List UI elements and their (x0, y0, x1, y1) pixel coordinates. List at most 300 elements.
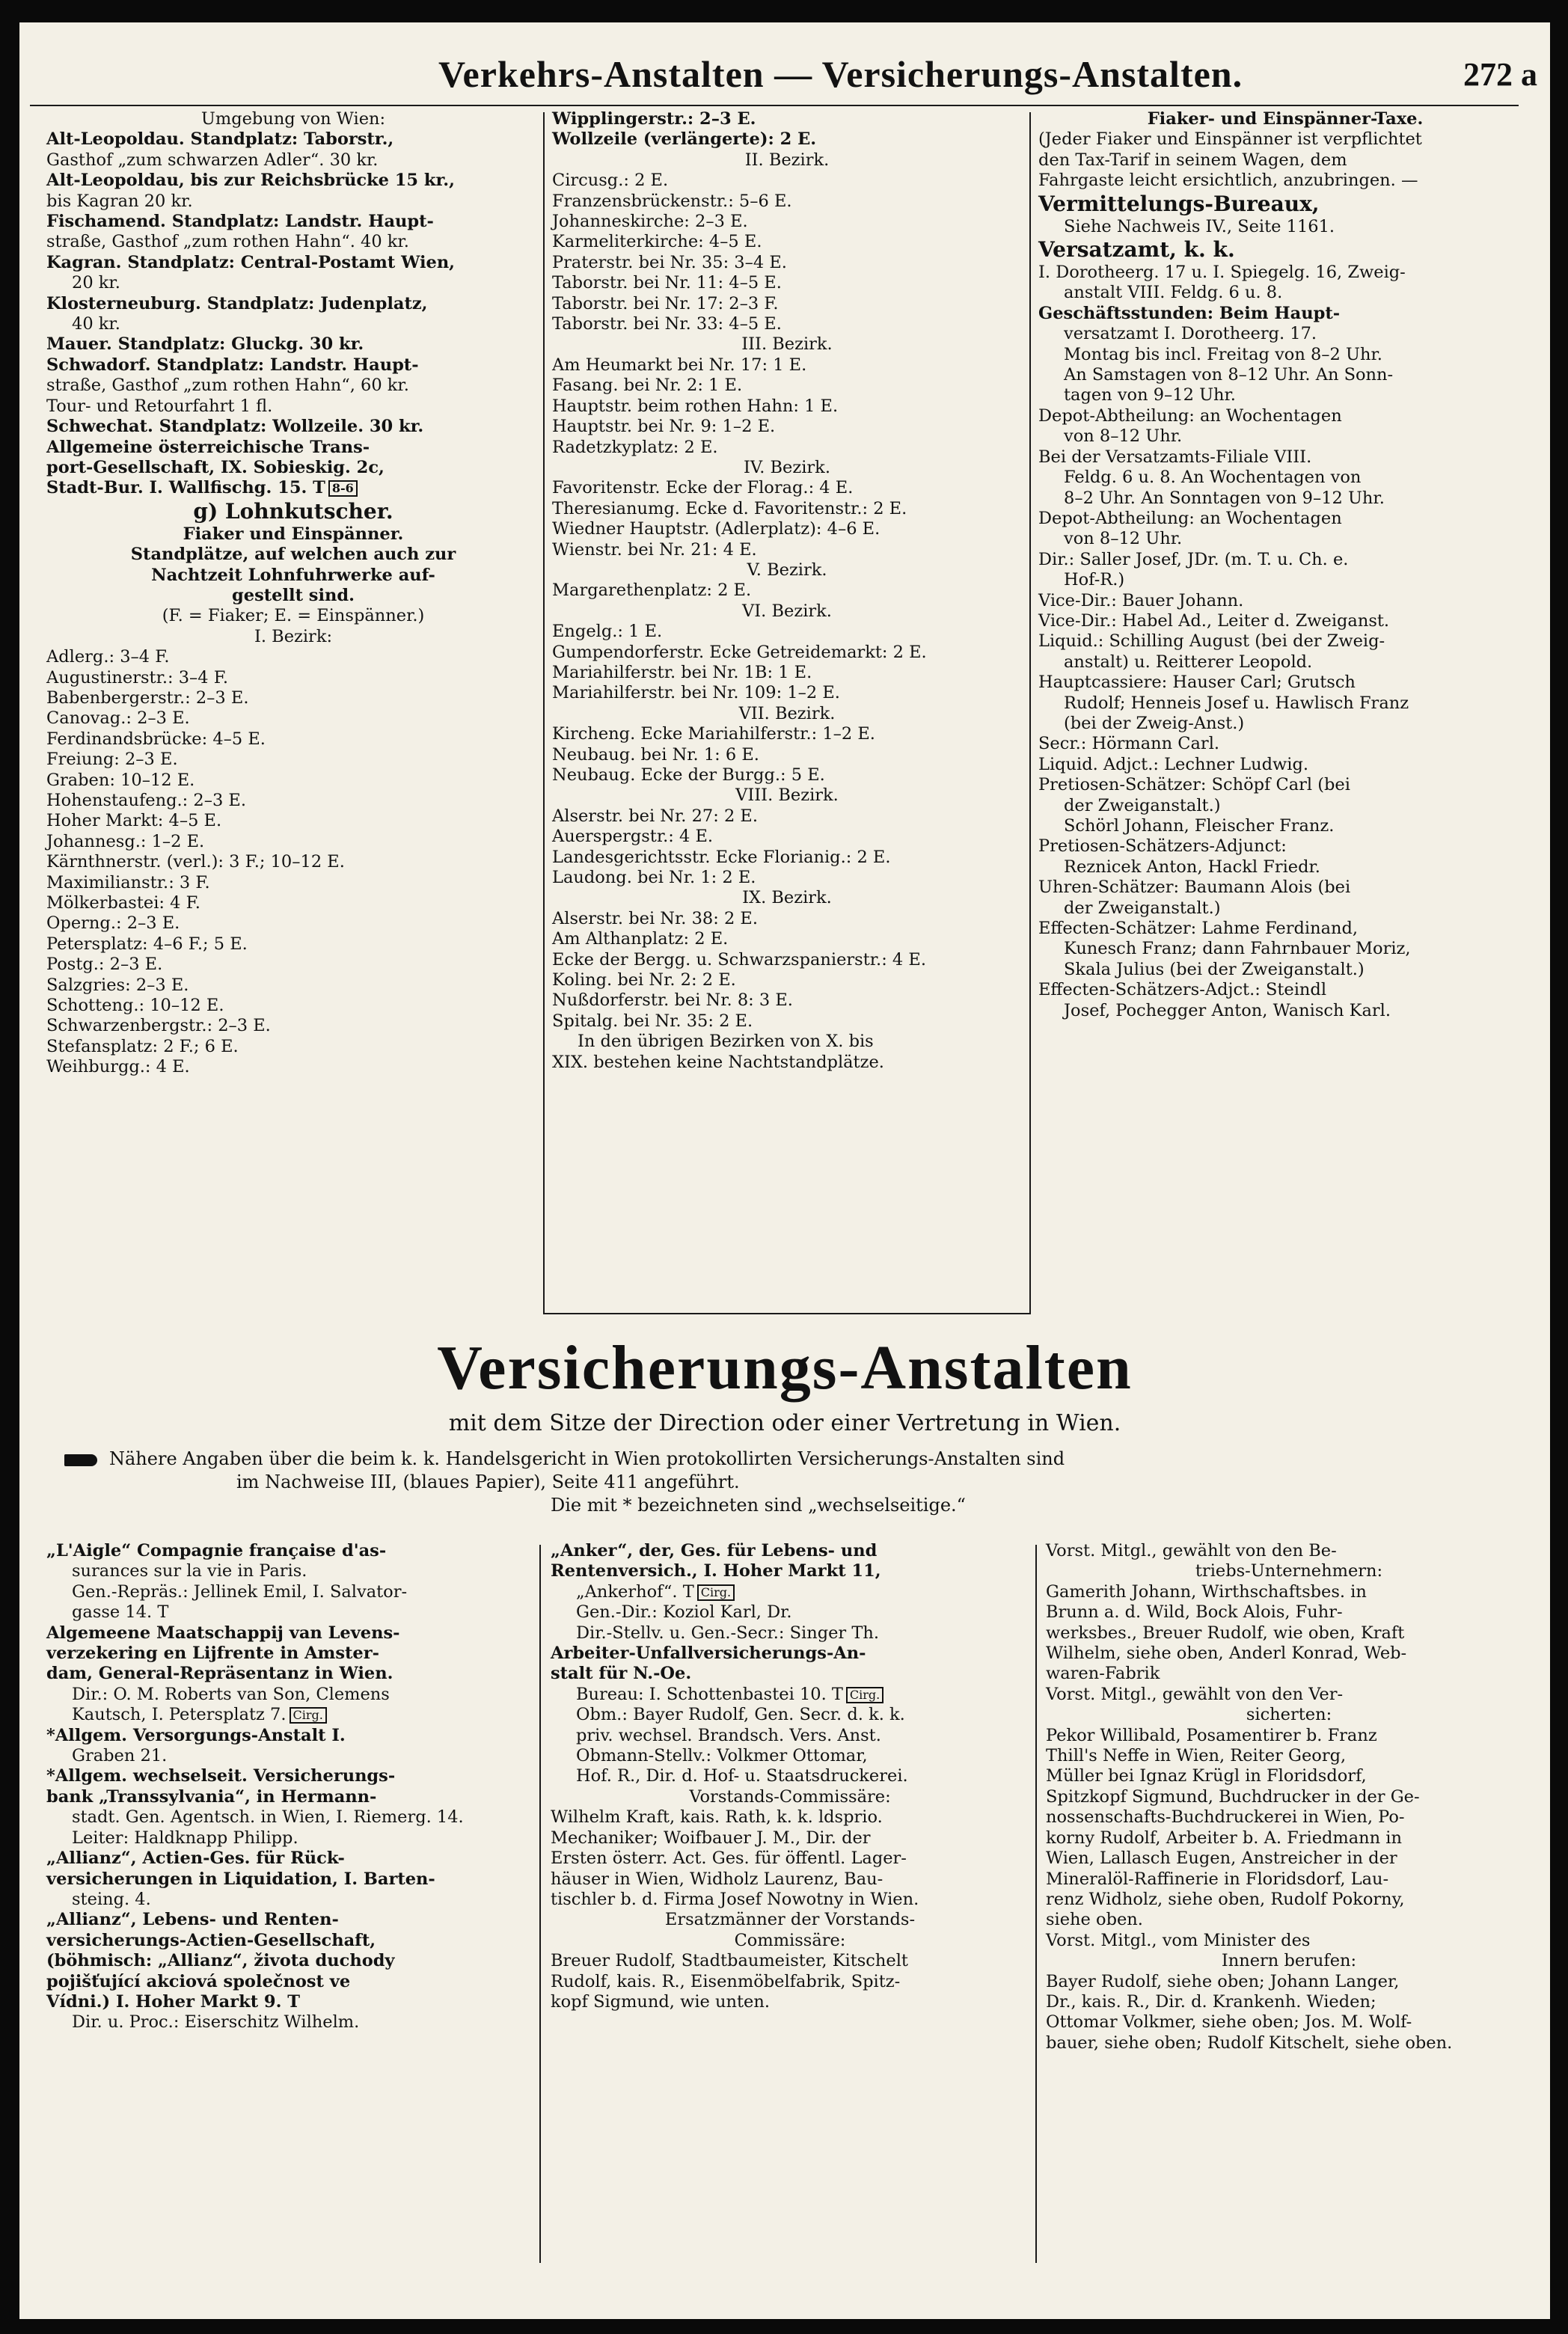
col1-line (46, 273, 540, 293)
notice-line: Nähere Angaben über die beim k. k. Handelsgericht in Wien protokollirten Versicherungs-Anstalten sind (109, 1448, 1065, 1469)
header-title: Verkehrs-Anstalten — Versicherungs-Anstalten. (438, 53, 1243, 95)
col6-line (1046, 1890, 1532, 1910)
line-text: II. Bezirk. (744, 150, 830, 170)
line-text: Taborstr. bei Nr. 33: 4–5 E. (552, 314, 782, 334)
line-text: Fiaker- und Einspänner-Taxe. (1147, 109, 1424, 129)
col3-line (1038, 447, 1532, 468)
line-text: Pekor Willibald, Posamentirer b. Franz (1046, 1725, 1377, 1745)
line-text: V. Bezirk. (747, 560, 827, 580)
col2-line (552, 499, 1022, 519)
line-text: Vermittelungs-Bureaux, (1038, 191, 1320, 216)
col1-line (46, 212, 540, 232)
line-text: Rudolf, kais. R., Eisenmöbelfabrik, Spitz- (551, 1971, 901, 1991)
col6-line (1046, 2033, 1532, 2053)
line-text: IV. Bezirk. (744, 457, 830, 477)
col1-line (46, 1016, 540, 1036)
line-text: Schörl Johann, Fleischer Franz. (1064, 816, 1335, 836)
line-text: Ecke der Bergg. u. Schwarzspanierstr.: 4 E. (552, 949, 926, 970)
line-text: 40 kr. (72, 314, 120, 334)
line-text: Wollzeile (verlängerte): 2 E. (552, 129, 817, 150)
line-text: Freiung: 2–3 E. (46, 750, 178, 770)
line-text: 8–2 Uhr. An Sonntagen von 9–12 Uhr. (1064, 488, 1385, 508)
col5-line (551, 1807, 1029, 1828)
col6-line (1046, 1685, 1532, 1705)
col2-line (552, 232, 1022, 252)
col1-line (46, 171, 540, 191)
line-text: An Samstagen von 8–12 Uhr. An Sonn- (1064, 365, 1394, 385)
col3-line (1038, 836, 1532, 857)
line-text: Secr.: Hörmann Carl. (1038, 734, 1220, 754)
col6-line (1046, 1541, 1532, 1561)
line-text: Commissäre: (734, 1930, 846, 1950)
col6-line (1046, 1664, 1532, 1684)
col4-line (46, 1602, 533, 1623)
line-text: der Zweiganstalt.) (1064, 795, 1221, 815)
line-text: kopf Sigmund, wie unten. (551, 1991, 771, 2012)
line-text: Obm.: Bayer Rudolf, Gen. Secr. d. k. k. (576, 1705, 905, 1725)
col2-line (552, 417, 1022, 437)
col5-line (551, 1848, 1029, 1869)
line-text: Reznicek Anton, Hackl Friedr. (1064, 857, 1320, 877)
line-text: Salzgries: 2–3 E. (46, 975, 189, 995)
line-text: Ersten österr. Act. Ges. für öffentl. Lager- (551, 1848, 907, 1869)
line-text: Schotteng.: 10–12 E. (46, 996, 224, 1016)
col2-line (552, 806, 1022, 827)
line-text: Feldg. 6 u. 8. An Wochentagen von (1064, 468, 1362, 488)
col6-line (1046, 1787, 1532, 1807)
col1-line (46, 545, 540, 565)
col6-line (1046, 1951, 1532, 1971)
section-title: Versicherungs-Anstalten (437, 1333, 1133, 1403)
line-text: Uhren-Schätzer: Baumann Alois (bei (1038, 877, 1351, 898)
line-text: Weihburgg.: 4 E. (46, 1057, 190, 1077)
line-text: Mauer. Standplatz: Gluckg. 30 kr. (46, 334, 364, 355)
col2-line (552, 868, 1022, 888)
line-text: Rudolf; Henneis Josef u. Hawlisch Franz (1064, 693, 1409, 713)
column-lohnkutscher (46, 109, 540, 1078)
col4-line (46, 1972, 533, 1992)
line-text: stadt. Gen. Agentsch. in Wien, I. Riemerg. 14. (72, 1807, 464, 1828)
line-text: VI. Bezirk. (742, 601, 832, 621)
col3-line (1038, 693, 1532, 714)
line-text: Circusg.: 2 E. (552, 171, 669, 191)
col5-line (551, 1951, 1029, 1971)
col1-line (46, 934, 540, 955)
col2-line (552, 129, 1022, 150)
line-text: bis Kagran 20 kr. (46, 191, 193, 211)
line-text: Spitzkopf Sigmund, Buchdrucker in der Ge- (1046, 1786, 1420, 1807)
col3-line (1038, 426, 1532, 447)
line-text: pojišťující akciová společnost ve (46, 1971, 351, 1991)
page (19, 22, 1550, 2319)
line-text: Maximilianstr.: 3 F. (46, 872, 210, 892)
line-text: Siehe Nachweis IV., Seite 1161. (1064, 216, 1335, 236)
line-text: Mariahilferstr. bei Nr. 1B: 1 E. (552, 662, 812, 682)
col3-line (1038, 631, 1532, 652)
col1-line (46, 376, 540, 396)
col2-line (552, 171, 1022, 191)
line-text: Hauptstr. bei Nr. 9: 1–2 E. (552, 417, 776, 437)
col1-line (46, 150, 540, 171)
col6-line (1046, 1848, 1532, 1869)
line-text: versicherungen in Liquidation, I. Barten- (46, 1869, 435, 1889)
line-text: „Allianz“, Actien-Ges. für Rück- (46, 1848, 345, 1869)
col5-line (551, 1705, 1029, 1725)
line-text: Hof-R.) (1064, 570, 1125, 590)
col1-line (46, 627, 540, 647)
col2-line (552, 622, 1022, 642)
col4-line (46, 1787, 533, 1807)
line-text: Rentenversich., I. Hoher Markt 11, (551, 1561, 881, 1581)
col2-line (552, 294, 1022, 314)
col3-line (1038, 509, 1532, 529)
line-text: Karmeliterkirche: 4–5 E. (552, 232, 762, 252)
line-text: renz Widholz, siehe oben, Rudolf Pokorny, (1046, 1889, 1405, 1909)
line-text: Skala Julius (bei der Zweiganstalt.) (1064, 959, 1365, 979)
col2-line (552, 212, 1022, 232)
line-text: Auerspergstr.: 4 E. (552, 827, 714, 847)
line-text: Schwarzenbergstr.: 2–3 E. (46, 1016, 271, 1036)
line-text: priv. wechsel. Brandsch. Vers. Anst. (576, 1725, 881, 1745)
col4-line (46, 1664, 533, 1684)
line-text: I. Dorotheerg. 17 u. I. Spiegelg. 16, Zweig- (1038, 263, 1406, 283)
line-text: Ottomar Volkmer, siehe oben; Jos. M. Wolf- (1046, 2012, 1412, 2033)
col2-line (552, 704, 1022, 724)
col3-line (1038, 980, 1532, 1000)
line-text: Adlerg.: 3–4 F. (46, 647, 170, 667)
col2-line (552, 909, 1022, 929)
col2-line (552, 560, 1022, 581)
line-text: bank „Transsylvania“, in Hermann- (46, 1786, 377, 1807)
col1-line (46, 955, 540, 975)
col3-line (1038, 960, 1532, 980)
line-text: Alt-Leopoldau, bis zur Reichsbrücke 15 kr., (46, 171, 455, 191)
line-text: Hof. R., Dir. d. Hof- u. Staatsdruckerei. (576, 1766, 908, 1786)
col2-line (552, 990, 1022, 1011)
col2-line (552, 601, 1022, 622)
line-text: sicherten: (1246, 1705, 1332, 1725)
line-text: IX. Bezirk. (742, 888, 832, 908)
line-text: Liquid. Adjct.: Lechner Ludwig. (1038, 754, 1308, 774)
line-text: Engelg.: 1 E. (552, 622, 663, 642)
col4-line (46, 1890, 533, 1910)
col5-line (551, 1541, 1029, 1561)
line-text: Wienstr. bei Nr. 21: 4 E. (552, 539, 757, 560)
line-text: Stefansplatz: 2 F.; 6 E. (46, 1036, 239, 1056)
line-text: straße, Gasthof „zum rothen Hahn“. 40 kr. (46, 232, 409, 252)
line-text: Dir.: O. M. Roberts van Son, Clemens (72, 1684, 390, 1704)
col1-line (46, 729, 540, 750)
col1-line (46, 129, 540, 150)
line-text: Postg.: 2–3 E. (46, 955, 163, 975)
telephone-box-badge: Cirg. (290, 1707, 327, 1724)
line-text: Ferdinandsbrücke: 4–5 E. (46, 729, 266, 749)
line-text: In den übrigen Bezirken von X. bis (578, 1032, 874, 1052)
line-text: anstalt VIII. Feldg. 6 u. 8. (1064, 283, 1283, 303)
col1-line (46, 852, 540, 872)
col3-line (1038, 529, 1532, 549)
col1-line (46, 791, 540, 811)
line-text: Dr., kais. R., Dir. d. Krankenh. Wieden; (1046, 1991, 1376, 2012)
col1-line (46, 253, 540, 273)
line-text: III. Bezirk. (741, 334, 833, 355)
col2-line (552, 314, 1022, 334)
line-text: Alserstr. bei Nr. 38: 2 E. (552, 908, 758, 928)
col6-line (1046, 1561, 1532, 1581)
col5-line (551, 1561, 1029, 1581)
col5-line (551, 1746, 1029, 1766)
line-text: Depot-Abtheilung: an Wochentagen (1038, 405, 1342, 426)
line-text: Wilhelm, siehe oben, Anderl Konrad, Web- (1046, 1644, 1407, 1664)
line-text: Vorst. Mitgl., vom Minister des (1046, 1930, 1311, 1950)
line-text: Gen.-Repräs.: Jellinek Emil, I. Salvator- (72, 1581, 408, 1602)
col5-line (551, 1623, 1029, 1644)
line-text: Dir.-Stellv. u. Gen.-Secr.: Singer Th. (576, 1623, 879, 1643)
col2-line (552, 1032, 1022, 1052)
col5-line (551, 1972, 1029, 1992)
line-text: Johannesg.: 1–2 E. (46, 831, 205, 851)
line-text: Graben: 10–12 E. (46, 770, 195, 790)
column-insurers-b (551, 1541, 1029, 2012)
col3-line (1038, 304, 1532, 324)
line-text: Wilhelm Kraft, kais. Rath, k. k. ldsprio. (551, 1807, 883, 1828)
line-text: Geschäftsstunden: Beim Haupt- (1038, 303, 1341, 323)
line-text: Franzensbrückenstr.: 5–6 E. (552, 191, 792, 211)
line-text: (böhmisch: „Allianz“, života duchody (46, 1951, 395, 1971)
col6-line (1046, 1766, 1532, 1786)
notice-line: im Nachweise III, (blaues Papier), Seite 411 angeführt. (236, 1471, 740, 1492)
telephone-box-badge: Cirg. (846, 1687, 883, 1703)
col1-line (46, 873, 540, 893)
col1-line (46, 458, 540, 478)
line-text: Spitalg. bei Nr. 35: 2 E. (552, 1011, 753, 1031)
col1-line (46, 478, 540, 498)
line-text: Alserstr. bei Nr. 27: 2 E. (552, 806, 758, 826)
col1-line (46, 232, 540, 252)
line-text: Vice-Dir.: Bauer Johann. (1038, 590, 1244, 610)
line-text: straße, Gasthof „zum rothen Hahn“, 60 kr. (46, 376, 409, 396)
line-text: Mineralöl-Raffinerie in Floridsdorf, Lau- (1046, 1869, 1389, 1889)
line-text: verzekering en Lijfrente in Amster- (46, 1644, 379, 1664)
col2-line (552, 643, 1022, 663)
col2-line (552, 355, 1022, 376)
line-text: stalt für N.-Oe. (551, 1664, 692, 1684)
line-text: g) Lohnkutscher. (193, 498, 393, 524)
col4-line (46, 1931, 533, 1951)
col2-line (552, 929, 1022, 949)
col3-line (1038, 129, 1532, 150)
line-text: Bei der Versatzamts-Filiale VIII. (1038, 447, 1312, 467)
line-text: Tour- und Retourfahrt 1 fl. (46, 396, 273, 416)
line-text: Hoher Markt: 4–5 E. (46, 811, 222, 831)
col3-line (1038, 283, 1532, 303)
col2-line (552, 888, 1022, 908)
col4-line (46, 1807, 533, 1828)
col2-line (552, 724, 1022, 744)
line-text: Johanneskirche: 2–3 E. (552, 212, 748, 232)
line-text: Laudong. bei Nr. 1: 2 E. (552, 868, 756, 888)
col6-line (1046, 1828, 1532, 1848)
col2-line (552, 765, 1022, 785)
line-text: 20 kr. (72, 273, 120, 293)
line-text: Alt-Leopoldau. Standplatz: Taborstr., (46, 129, 394, 150)
line-text: Am Althanplatz: 2 E. (552, 929, 729, 949)
line-text: bauer, siehe oben; Rudolf Kitschelt, siehe oben. (1046, 2033, 1453, 2053)
col2-line (552, 1053, 1022, 1073)
line-text: Schwadorf. Standplatz: Landstr. Haupt- (46, 355, 419, 375)
line-text: nossenschafts-Buchdruckerei in Wien, Po- (1046, 1807, 1405, 1828)
col4-line (46, 1623, 533, 1644)
col1-line (46, 524, 540, 545)
col2-line (552, 334, 1022, 355)
line-text: gasse 14. T (72, 1602, 169, 1623)
col5-line (551, 1664, 1029, 1684)
line-text: Brunn a. d. Wild, Bock Alois, Fuhr- (1046, 1602, 1343, 1623)
col4-line (46, 1726, 533, 1746)
col2-line (552, 376, 1022, 396)
col4-line (46, 1766, 533, 1786)
col1-line (46, 668, 540, 688)
column-divider (539, 1545, 541, 2263)
col1-line (46, 1057, 540, 1077)
col3-line (1038, 939, 1532, 959)
col3-line (1038, 775, 1532, 795)
col6-line (1046, 1992, 1532, 2012)
col2-line (552, 540, 1022, 560)
col4-line (46, 1869, 533, 1890)
line-text: Montag bis incl. Freitag von 8–2 Uhr. (1064, 344, 1382, 364)
col1-line (46, 750, 540, 770)
col3-line (1038, 755, 1532, 775)
col3-line (1038, 857, 1532, 877)
line-text: anstalt) u. Reitterer Leopold. (1064, 652, 1313, 672)
line-text: Petersplatz: 4–6 F.; 5 E. (46, 934, 248, 954)
line-text: Neubaug. bei Nr. 1: 6 E. (552, 744, 759, 765)
col1-line (46, 708, 540, 729)
line-text: Canovag.: 2–3 E. (46, 708, 190, 729)
line-text: Josef, Pochegger Anton, Wanisch Karl. (1064, 1000, 1391, 1020)
col6-line (1046, 1623, 1532, 1644)
line-text: „Ankerhof“. T (576, 1581, 694, 1602)
col6-line (1046, 1705, 1532, 1725)
col3-line (1038, 816, 1532, 836)
line-text: Kautsch, I. Petersplatz 7. (72, 1705, 287, 1725)
col4-line (46, 1848, 533, 1869)
line-text: Theresianumg. Ecke d. Favoritenstr.: 2 E. (552, 498, 907, 518)
col2-line (552, 253, 1022, 273)
col4-line (46, 1910, 533, 1930)
line-text: Margarethenplatz: 2 E. (552, 581, 752, 601)
col5-line (551, 1787, 1029, 1807)
line-text: Pretiosen-Schätzer: Schöpf Carl (bei (1038, 775, 1350, 795)
column-insurers-a (46, 1541, 533, 2033)
col2-line (552, 970, 1022, 990)
line-text: von 8–12 Uhr. (1064, 529, 1183, 549)
line-text: I. Bezirk: (254, 626, 333, 646)
line-text: Ersatzmänner der Vorstands- (664, 1910, 916, 1930)
col3-line (1038, 673, 1532, 693)
col2-line (552, 1011, 1022, 1032)
col5-line (551, 1910, 1029, 1930)
line-text: Stadt-Bur. I. Wallfischg. 15. T (46, 478, 325, 498)
line-text: Operng.: 2–3 E. (46, 913, 180, 934)
col3-line (1038, 488, 1532, 509)
column-divider (1035, 1545, 1037, 2263)
line-text: korny Rudolf, Arbeiter b. A. Friedmann in (1046, 1828, 1402, 1848)
col1-line (46, 355, 540, 376)
col3-line (1038, 611, 1532, 631)
line-text: Vorstands-Commissäre: (689, 1786, 891, 1807)
col6-line (1046, 1931, 1532, 1951)
line-text: steing. 4. (72, 1889, 151, 1909)
col4-line (46, 1951, 533, 1971)
line-text: Nachtzeit Lohnfuhrwerke auf- (151, 565, 435, 585)
notice (64, 1448, 1523, 1517)
page-number: 272 a (1463, 56, 1537, 93)
col2-line (552, 950, 1022, 970)
running-header (19, 52, 1550, 105)
col2-line (552, 581, 1022, 601)
col6-line (1046, 1726, 1532, 1746)
line-text: Arbeiter-Unfallversicherungs-An- (551, 1644, 866, 1664)
col4-line (46, 1992, 533, 2012)
col3-line (1038, 217, 1532, 237)
column-insurers-c (1046, 1541, 1532, 2053)
col3-line (1038, 385, 1532, 405)
col1-line (46, 192, 540, 212)
line-text: Obmann-Stellv.: Volkmer Ottomar, (576, 1746, 868, 1766)
col2-line (552, 109, 1022, 129)
col6-line (1046, 1807, 1532, 1828)
col6-line (1046, 1746, 1532, 1766)
line-text: Umgebung von Wien: (200, 109, 386, 129)
col2-line (552, 478, 1022, 498)
section-subtitle: mit dem Sitze der Direction oder einer Vertretung in Wien. (448, 1410, 1121, 1436)
col1-line (46, 811, 540, 831)
col3-line (1038, 734, 1532, 754)
line-text: „Anker“, der, Ges. für Lebens- und (551, 1541, 878, 1560)
col4-line (46, 2012, 533, 2033)
line-text: Breuer Rudolf, Stadtbaumeister, Kitschelt (551, 1951, 908, 1971)
col1-line (46, 586, 540, 606)
col3-line (1038, 171, 1532, 191)
telephone-box-badge: Cirg. (697, 1584, 735, 1601)
line-text: Effecten-Schätzers-Adjct.: Steindl (1038, 980, 1327, 1000)
line-text: Praterstr. bei Nr. 35: 3–4 E. (552, 252, 787, 272)
col1-line (46, 1037, 540, 1057)
line-text: Kunesch Franz; dann Fahrnbauer Moriz, (1064, 939, 1411, 959)
col2-line (552, 519, 1022, 539)
line-text: der Zweiganstalt.) (1064, 898, 1221, 918)
line-text: Dir. u. Proc.: Eiserschitz Wilhelm. (72, 2012, 360, 2033)
line-text: *Allgem. Versorgungs-Anstalt I. (46, 1725, 346, 1745)
line-text: versatzamt I. Dorotheerg. 17. (1064, 324, 1317, 344)
line-text: „Allianz“, Lebens- und Renten- (46, 1910, 339, 1930)
line-text: Babenbergerstr.: 2–3 E. (46, 687, 249, 708)
line-text: Taborstr. bei Nr. 11: 4–5 E. (552, 273, 782, 293)
line-text: Fischamend. Standplatz: Landstr. Haupt- (46, 212, 434, 232)
col4-line (46, 1685, 533, 1705)
col6-line (1046, 2012, 1532, 2033)
col6-line (1046, 1644, 1532, 1664)
line-text: Wiedner Hauptstr. (Adlerplatz): 4–6 E. (552, 519, 881, 539)
line-text: *Allgem. wechselseit. Versicherungs- (46, 1766, 396, 1786)
col2-line (552, 150, 1022, 171)
col1-line (46, 893, 540, 913)
col6-line (1046, 1602, 1532, 1623)
col2-line (552, 785, 1022, 806)
col3-line (1038, 570, 1532, 590)
